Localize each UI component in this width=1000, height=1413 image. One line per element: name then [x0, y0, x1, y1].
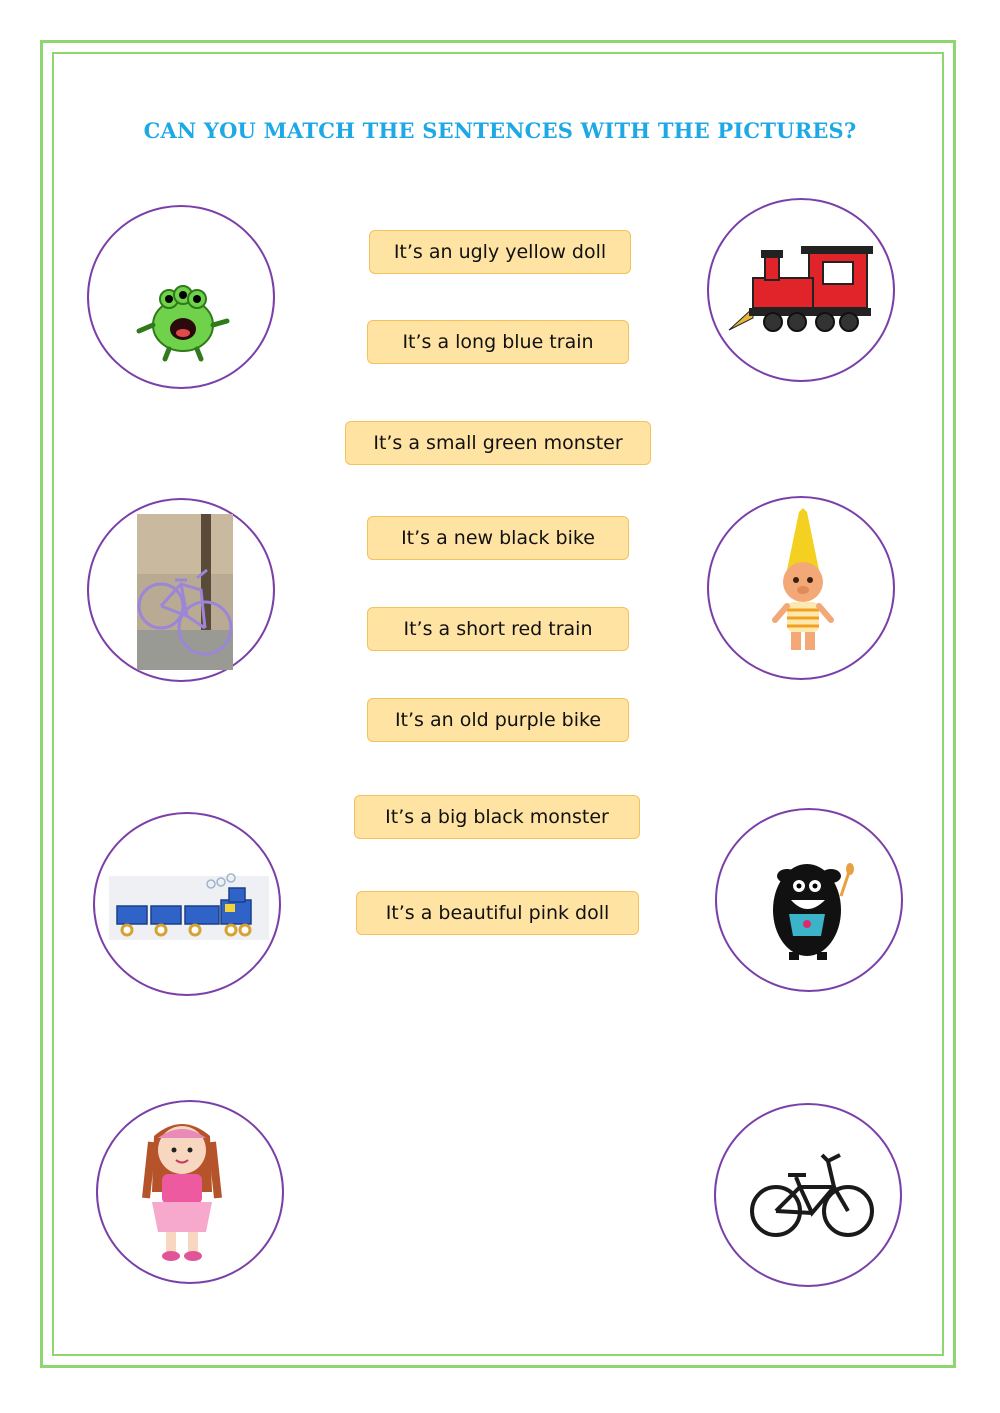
sentence-card[interactable]: It’s a small green monster	[345, 421, 651, 465]
picture-black-monster[interactable]	[715, 808, 903, 992]
sentence-card[interactable]: It’s a beautiful pink doll	[356, 891, 639, 935]
sentence-card[interactable]: It’s an ugly yellow doll	[369, 230, 631, 274]
picture-purple-bike[interactable]	[87, 498, 275, 682]
sentence-card[interactable]: It’s a new black bike	[367, 516, 629, 560]
picture-red-train[interactable]	[707, 198, 895, 382]
picture-black-bike[interactable]	[714, 1103, 902, 1287]
worksheet-title: CAN YOU MATCH THE SENTENCES WITH THE PICTURES?	[143, 118, 857, 143]
picture-blue-train[interactable]	[93, 812, 281, 996]
picture-green-monster[interactable]	[87, 205, 275, 389]
sentence-card[interactable]: It’s a long blue train	[367, 320, 629, 364]
picture-pink-doll[interactable]	[96, 1100, 284, 1284]
picture-yellow-troll-doll[interactable]	[707, 496, 895, 680]
sentence-card[interactable]: It’s a short red train	[367, 607, 629, 651]
sentence-card[interactable]: It’s an old purple bike	[367, 698, 629, 742]
sentence-card[interactable]: It’s a big black monster	[354, 795, 640, 839]
